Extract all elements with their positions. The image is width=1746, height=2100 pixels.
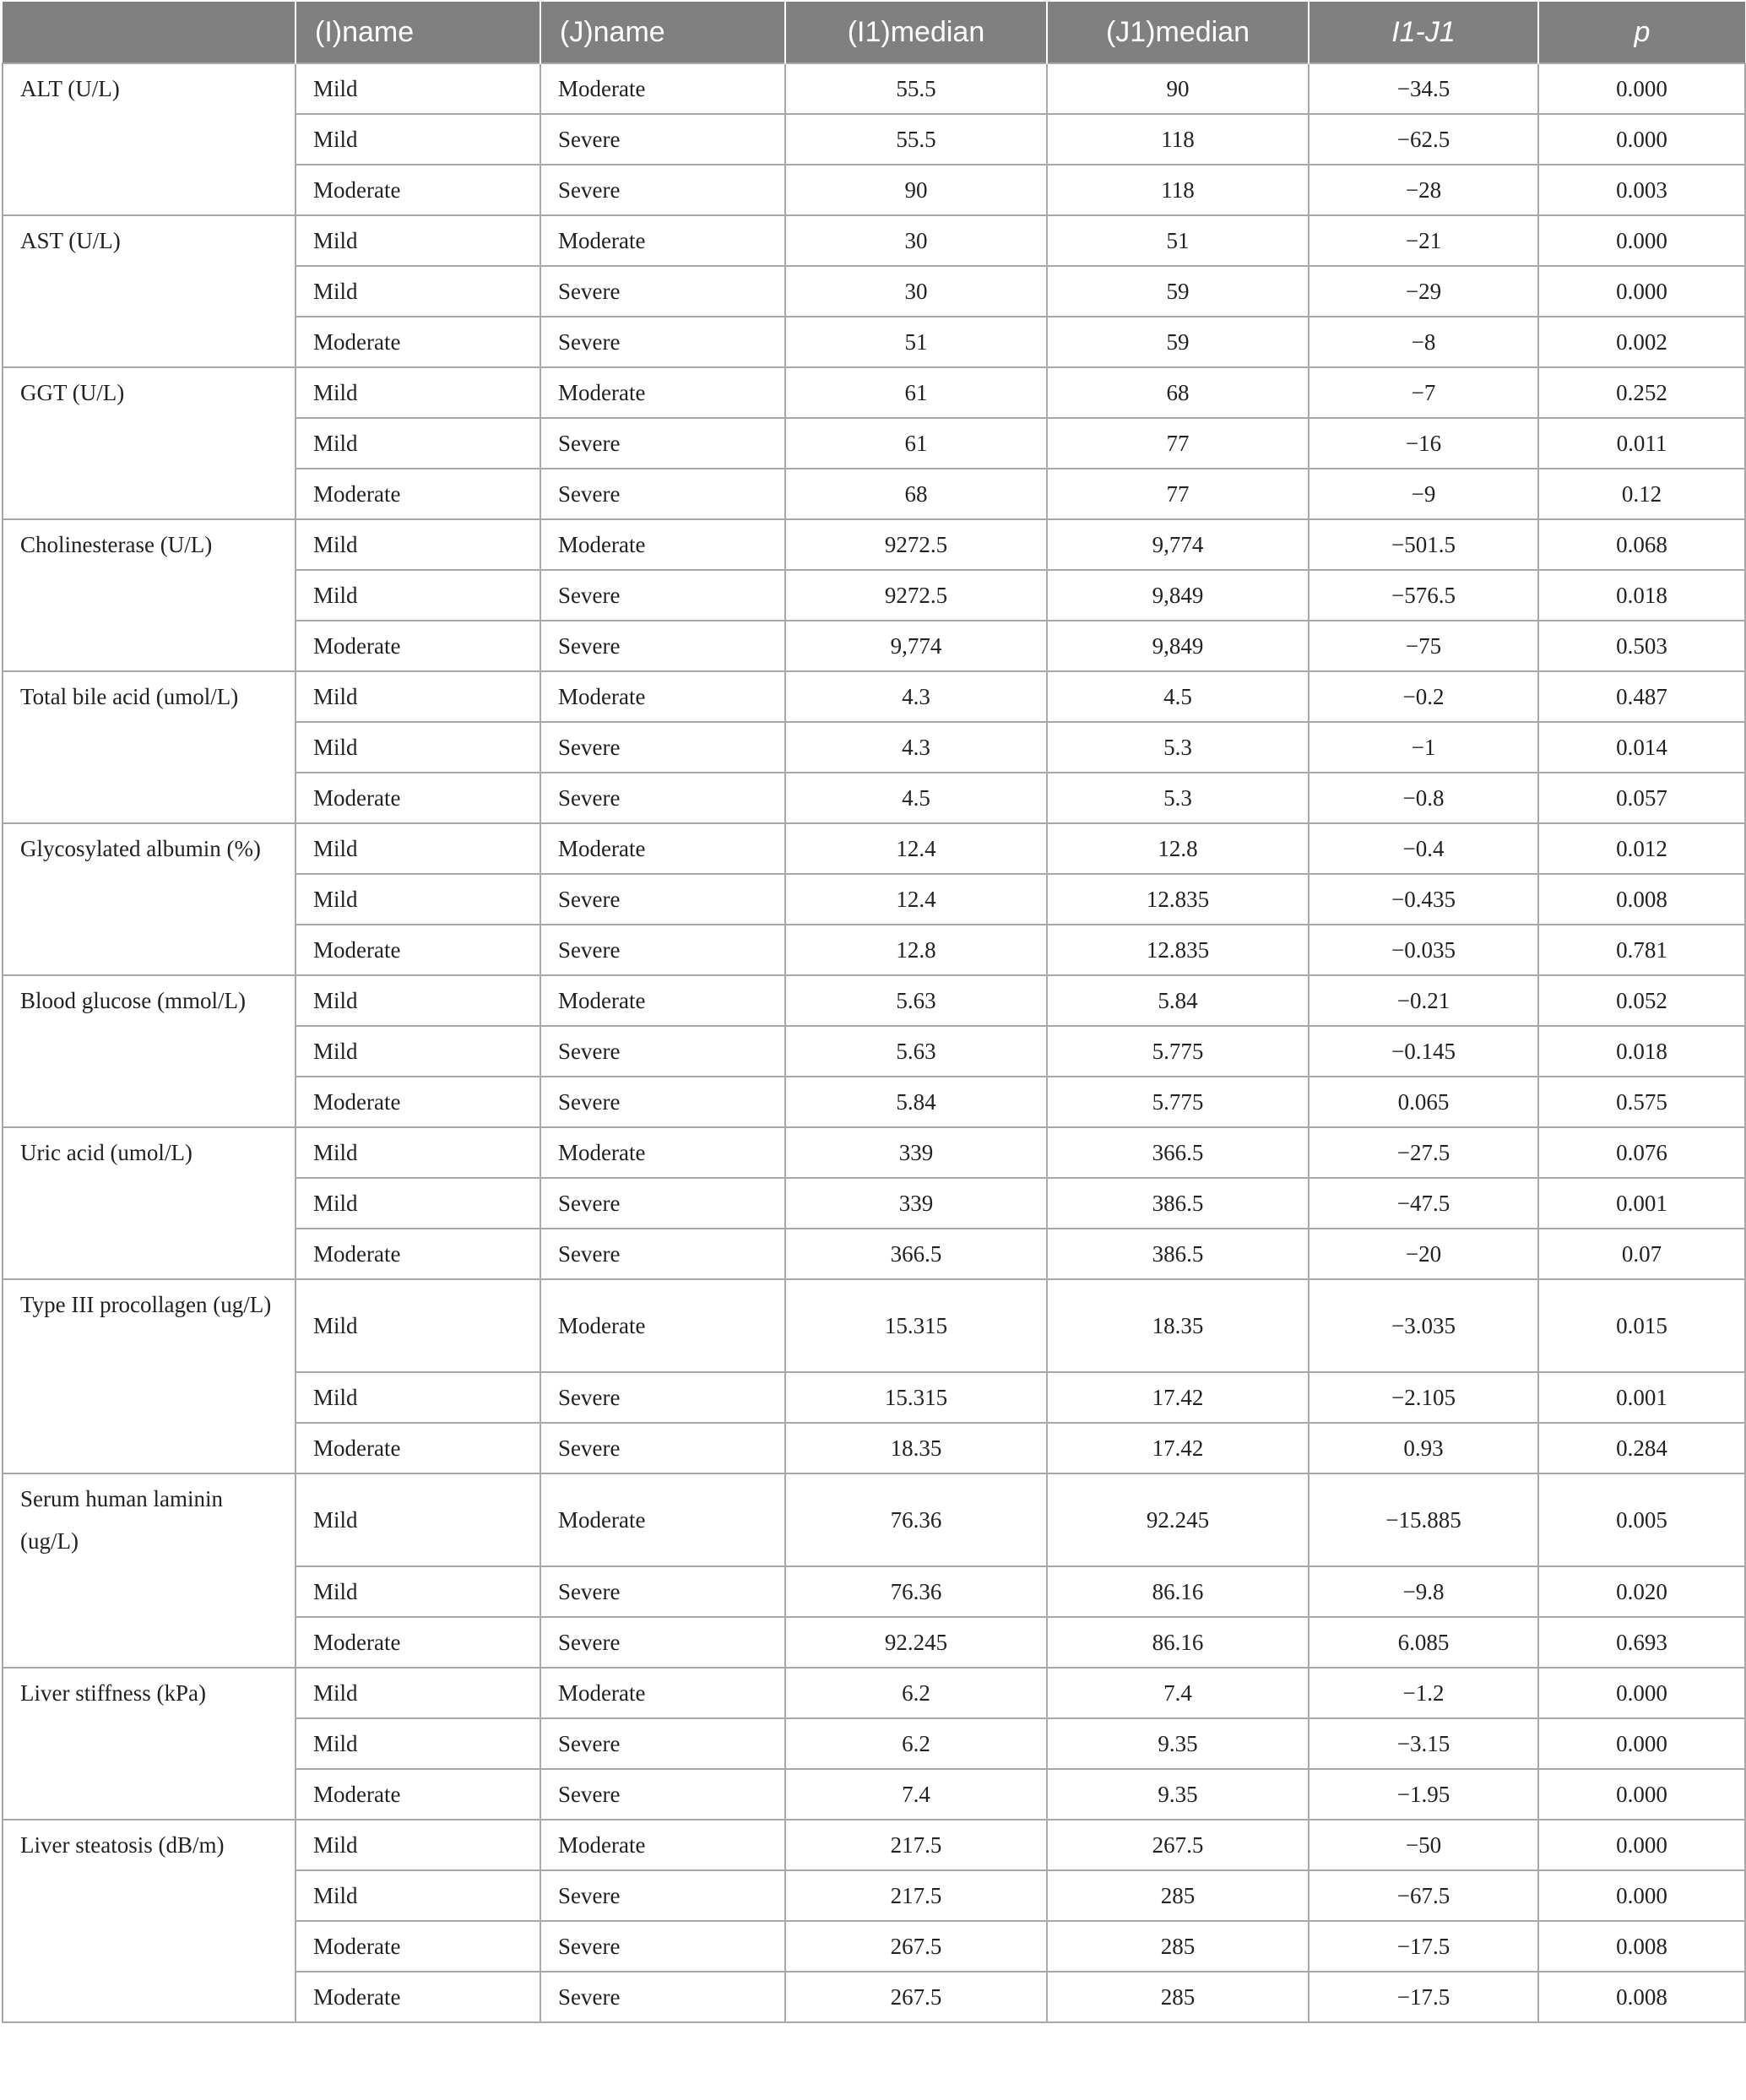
i1-median-cell: 76.36 <box>785 1473 1047 1566</box>
j-name-cell: Moderate <box>540 1127 785 1178</box>
i1-median-cell: 55.5 <box>785 114 1047 165</box>
difference-cell: −0.035 <box>1309 925 1538 975</box>
j1-median-cell: 77 <box>1047 469 1309 519</box>
i-name-cell: Mild <box>296 722 540 773</box>
p-value-cell: 0.000 <box>1538 63 1745 114</box>
j1-median-cell: 5.775 <box>1047 1077 1309 1127</box>
difference-cell: −576.5 <box>1309 570 1538 621</box>
j1-median-cell: 5.84 <box>1047 975 1309 1026</box>
i-name-cell: Moderate <box>296 1617 540 1668</box>
j1-median-cell: 86.16 <box>1047 1566 1309 1617</box>
i1-median-cell: 4.5 <box>785 773 1047 823</box>
i-name-cell: Mild <box>296 1127 540 1178</box>
i-name-cell: Mild <box>296 1718 540 1769</box>
j-name-cell: Severe <box>540 773 785 823</box>
difference-cell: −3.035 <box>1309 1279 1538 1372</box>
j-name-cell: Severe <box>540 1718 785 1769</box>
difference-cell: −1.2 <box>1309 1668 1538 1718</box>
p-value-cell: 0.011 <box>1538 418 1745 469</box>
difference-cell: −0.435 <box>1309 874 1538 925</box>
j-name-cell: Moderate <box>540 367 785 418</box>
j1-median-cell: 17.42 <box>1047 1372 1309 1423</box>
j1-median-cell: 386.5 <box>1047 1178 1309 1229</box>
difference-cell: −501.5 <box>1309 519 1538 570</box>
i-name-cell: Mild <box>296 1372 540 1423</box>
p-value-cell: 0.000 <box>1538 215 1745 266</box>
j-name-cell: Severe <box>540 1769 785 1820</box>
p-value-cell: 0.575 <box>1538 1077 1745 1127</box>
i1-median-cell: 4.3 <box>785 671 1047 722</box>
j-name-cell: Severe <box>540 722 785 773</box>
i-name-cell: Moderate <box>296 1077 540 1127</box>
difference-cell: −2.105 <box>1309 1372 1538 1423</box>
table-row <box>3 1668 1745 1718</box>
i1-median-cell: 339 <box>785 1178 1047 1229</box>
j-name-cell: Moderate <box>540 975 785 1026</box>
header-i-name: (I)name <box>296 2 540 63</box>
i-name-cell: Mild <box>296 519 540 570</box>
p-value-cell: 0.005 <box>1538 1473 1745 1566</box>
j1-median-cell: 59 <box>1047 266 1309 317</box>
i1-median-cell: 217.5 <box>785 1820 1047 1870</box>
j1-median-cell: 86.16 <box>1047 1617 1309 1668</box>
p-value-cell: 0.000 <box>1538 1718 1745 1769</box>
header-j-name: (J)name <box>540 2 785 63</box>
parameter-cell: ALT (U/L) <box>3 63 296 215</box>
p-value-cell: 0.008 <box>1538 874 1745 925</box>
i1-median-cell: 7.4 <box>785 1769 1047 1820</box>
j-name-cell: Severe <box>540 1870 785 1921</box>
table-row <box>3 823 1745 874</box>
i-name-cell: Mild <box>296 1820 540 1870</box>
j1-median-cell: 12.835 <box>1047 874 1309 925</box>
i1-median-cell: 5.63 <box>785 1026 1047 1077</box>
difference-cell: −15.885 <box>1309 1473 1538 1566</box>
j1-median-cell: 118 <box>1047 114 1309 165</box>
difference-cell: −0.21 <box>1309 975 1538 1026</box>
j1-median-cell: 285 <box>1047 1921 1309 1972</box>
j1-median-cell: 9,774 <box>1047 519 1309 570</box>
parameter-cell: Blood glucose (mmol/L) <box>3 975 296 1127</box>
header-j1-median: (J1)median <box>1047 2 1309 63</box>
j1-median-cell: 5.775 <box>1047 1026 1309 1077</box>
i-name-cell: Mild <box>296 1668 540 1718</box>
p-value-cell: 0.068 <box>1538 519 1745 570</box>
j-name-cell: Severe <box>540 874 785 925</box>
j-name-cell: Moderate <box>540 1668 785 1718</box>
j-name-cell: Severe <box>540 165 785 215</box>
difference-cell: −29 <box>1309 266 1538 317</box>
parameter-cell: Serum human laminin (ug/L) <box>3 1473 296 1668</box>
j1-median-cell: 68 <box>1047 367 1309 418</box>
table-row <box>3 519 1745 570</box>
i-name-cell: Mild <box>296 1473 540 1566</box>
table-row <box>3 1473 1745 1566</box>
i-name-cell: Moderate <box>296 773 540 823</box>
i1-median-cell: 92.245 <box>785 1617 1047 1668</box>
table-row <box>3 1127 1745 1178</box>
i-name-cell: Mild <box>296 1566 540 1617</box>
j-name-cell: Severe <box>540 1423 785 1473</box>
i1-median-cell: 12.4 <box>785 874 1047 925</box>
p-value-cell: 0.000 <box>1538 1820 1745 1870</box>
j-name-cell: Moderate <box>540 519 785 570</box>
j1-median-cell: 9.35 <box>1047 1718 1309 1769</box>
i-name-cell: Moderate <box>296 1921 540 1972</box>
i-name-cell: Moderate <box>296 1423 540 1473</box>
i-name-cell: Moderate <box>296 925 540 975</box>
i-name-cell: Mild <box>296 418 540 469</box>
j1-median-cell: 285 <box>1047 1972 1309 2022</box>
i1-median-cell: 5.84 <box>785 1077 1047 1127</box>
difference-cell: 0.93 <box>1309 1423 1538 1473</box>
table-row <box>3 1820 1745 1870</box>
i1-median-cell: 61 <box>785 418 1047 469</box>
i-name-cell: Moderate <box>296 317 540 367</box>
j1-median-cell: 18.35 <box>1047 1279 1309 1372</box>
table-row <box>3 215 1745 266</box>
difference-cell: −47.5 <box>1309 1178 1538 1229</box>
parameter-cell: Liver stiffness (kPa) <box>3 1668 296 1820</box>
parameter-cell: Cholinesterase (U/L) <box>3 519 296 671</box>
j-name-cell: Severe <box>540 1617 785 1668</box>
p-value-cell: 0.015 <box>1538 1279 1745 1372</box>
p-value-cell: 0.018 <box>1538 570 1745 621</box>
p-value-cell: 0.000 <box>1538 266 1745 317</box>
j-name-cell: Severe <box>540 1566 785 1617</box>
i-name-cell: Mild <box>296 1870 540 1921</box>
difference-cell: −1.95 <box>1309 1769 1538 1820</box>
j1-median-cell: 7.4 <box>1047 1668 1309 1718</box>
j1-median-cell: 285 <box>1047 1870 1309 1921</box>
difference-cell: −67.5 <box>1309 1870 1538 1921</box>
difference-cell: −75 <box>1309 621 1538 671</box>
table-body <box>3 63 1745 2022</box>
j1-median-cell: 5.3 <box>1047 722 1309 773</box>
i-name-cell: Mild <box>296 1178 540 1229</box>
i-name-cell: Moderate <box>296 1972 540 2022</box>
p-value-cell: 0.12 <box>1538 469 1745 519</box>
i1-median-cell: 30 <box>785 215 1047 266</box>
i1-median-cell: 68 <box>785 469 1047 519</box>
i-name-cell: Mild <box>296 215 540 266</box>
difference-cell: −27.5 <box>1309 1127 1538 1178</box>
i1-median-cell: 9272.5 <box>785 519 1047 570</box>
j1-median-cell: 118 <box>1047 165 1309 215</box>
j1-median-cell: 12.8 <box>1047 823 1309 874</box>
p-value-cell: 0.487 <box>1538 671 1745 722</box>
table-row <box>3 63 1745 114</box>
difference-cell: −0.2 <box>1309 671 1538 722</box>
parameter-cell: Type III procollagen (ug/L) <box>3 1279 296 1473</box>
j-name-cell: Moderate <box>540 823 785 874</box>
j1-median-cell: 267.5 <box>1047 1820 1309 1870</box>
j-name-cell: Severe <box>540 1077 785 1127</box>
header-parameter <box>3 2 296 63</box>
j1-median-cell: 5.3 <box>1047 773 1309 823</box>
difference-cell: −28 <box>1309 165 1538 215</box>
j-name-cell: Severe <box>540 1178 785 1229</box>
table-row <box>3 671 1745 722</box>
i-name-cell: Mild <box>296 114 540 165</box>
p-value-cell: 0.781 <box>1538 925 1745 975</box>
j1-median-cell: 17.42 <box>1047 1423 1309 1473</box>
i-name-cell: Mild <box>296 823 540 874</box>
j-name-cell: Severe <box>540 570 785 621</box>
j-name-cell: Severe <box>540 925 785 975</box>
i-name-cell: Mild <box>296 63 540 114</box>
j1-median-cell: 9.35 <box>1047 1769 1309 1820</box>
header-p-value: p <box>1538 2 1745 63</box>
p-value-cell: 0.252 <box>1538 367 1745 418</box>
difference-cell: −0.8 <box>1309 773 1538 823</box>
header-row <box>3 2 1745 63</box>
i-name-cell: Moderate <box>296 621 540 671</box>
i-name-cell: Moderate <box>296 165 540 215</box>
parameter-cell: AST (U/L) <box>3 215 296 367</box>
i1-median-cell: 339 <box>785 1127 1047 1178</box>
i-name-cell: Mild <box>296 975 540 1026</box>
j1-median-cell: 51 <box>1047 215 1309 266</box>
difference-cell: −21 <box>1309 215 1538 266</box>
parameter-cell: Glycosylated albumin (%) <box>3 823 296 975</box>
p-value-cell: 0.012 <box>1538 823 1745 874</box>
i-name-cell: Mild <box>296 671 540 722</box>
i1-median-cell: 267.5 <box>785 1972 1047 2022</box>
p-value-cell: 0.000 <box>1538 1769 1745 1820</box>
j-name-cell: Severe <box>540 114 785 165</box>
p-value-cell: 0.014 <box>1538 722 1745 773</box>
i-name-cell: Mild <box>296 266 540 317</box>
i-name-cell: Mild <box>296 1279 540 1372</box>
p-value-cell: 0.001 <box>1538 1178 1745 1229</box>
difference-cell: −17.5 <box>1309 1921 1538 1972</box>
j-name-cell: Moderate <box>540 215 785 266</box>
i1-median-cell: 15.315 <box>785 1372 1047 1423</box>
p-value-cell: 0.052 <box>1538 975 1745 1026</box>
p-value-cell: 0.07 <box>1538 1229 1745 1279</box>
i1-median-cell: 76.36 <box>785 1566 1047 1617</box>
p-value-cell: 0.076 <box>1538 1127 1745 1178</box>
i1-median-cell: 4.3 <box>785 722 1047 773</box>
j-name-cell: Severe <box>540 1972 785 2022</box>
difference-cell: −0.145 <box>1309 1026 1538 1077</box>
i-name-cell: Mild <box>296 1026 540 1077</box>
i1-median-cell: 9,774 <box>785 621 1047 671</box>
table-row <box>3 367 1745 418</box>
j1-median-cell: 90 <box>1047 63 1309 114</box>
difference-cell: 0.065 <box>1309 1077 1538 1127</box>
j-name-cell: Severe <box>540 469 785 519</box>
difference-cell: −50 <box>1309 1820 1538 1870</box>
i1-median-cell: 55.5 <box>785 63 1047 114</box>
p-value-cell: 0.001 <box>1538 1372 1745 1423</box>
difference-cell: −20 <box>1309 1229 1538 1279</box>
p-value-cell: 0.008 <box>1538 1921 1745 1972</box>
p-value-cell: 0.003 <box>1538 165 1745 215</box>
j1-median-cell: 92.245 <box>1047 1473 1309 1566</box>
j-name-cell: Severe <box>540 621 785 671</box>
difference-cell: −8 <box>1309 317 1538 367</box>
parameter-cell: Total bile acid (umol/L) <box>3 671 296 823</box>
difference-cell: −3.15 <box>1309 1718 1538 1769</box>
header-difference: I1-J1 <box>1309 2 1538 63</box>
i1-median-cell: 18.35 <box>785 1423 1047 1473</box>
difference-cell: 6.085 <box>1309 1617 1538 1668</box>
i1-median-cell: 51 <box>785 317 1047 367</box>
i1-median-cell: 366.5 <box>785 1229 1047 1279</box>
i-name-cell: Moderate <box>296 1769 540 1820</box>
j1-median-cell: 59 <box>1047 317 1309 367</box>
p-value-cell: 0.284 <box>1538 1423 1745 1473</box>
i1-median-cell: 12.4 <box>785 823 1047 874</box>
p-value-cell: 0.008 <box>1538 1972 1745 2022</box>
difference-cell: −1 <box>1309 722 1538 773</box>
j1-median-cell: 4.5 <box>1047 671 1309 722</box>
header-i1-median: (I1)median <box>785 2 1047 63</box>
i1-median-cell: 61 <box>785 367 1047 418</box>
p-value-cell: 0.057 <box>1538 773 1745 823</box>
parameter-cell: Liver steatosis (dB/m) <box>3 1820 296 2022</box>
j-name-cell: Moderate <box>540 63 785 114</box>
i1-median-cell: 267.5 <box>785 1921 1047 1972</box>
i-name-cell: Mild <box>296 570 540 621</box>
j-name-cell: Severe <box>540 1026 785 1077</box>
difference-cell: −34.5 <box>1309 63 1538 114</box>
difference-cell: −16 <box>1309 418 1538 469</box>
j-name-cell: Severe <box>540 1372 785 1423</box>
i1-median-cell: 12.8 <box>785 925 1047 975</box>
i-name-cell: Mild <box>296 367 540 418</box>
p-value-cell: 0.000 <box>1538 1870 1745 1921</box>
difference-cell: −0.4 <box>1309 823 1538 874</box>
parameter-cell: Uric acid (umol/L) <box>3 1127 296 1279</box>
j-name-cell: Moderate <box>540 1279 785 1372</box>
j-name-cell: Severe <box>540 1229 785 1279</box>
p-value-cell: 0.018 <box>1538 1026 1745 1077</box>
i-name-cell: Mild <box>296 874 540 925</box>
i1-median-cell: 90 <box>785 165 1047 215</box>
i1-median-cell: 30 <box>785 266 1047 317</box>
comparison-table <box>2 2 1746 2023</box>
difference-cell: −17.5 <box>1309 1972 1538 2022</box>
p-value-cell: 0.693 <box>1538 1617 1745 1668</box>
table-row <box>3 975 1745 1026</box>
p-value-cell: 0.000 <box>1538 114 1745 165</box>
p-value-cell: 0.020 <box>1538 1566 1745 1617</box>
difference-cell: −7 <box>1309 367 1538 418</box>
j1-median-cell: 366.5 <box>1047 1127 1309 1178</box>
j1-median-cell: 12.835 <box>1047 925 1309 975</box>
j-name-cell: Severe <box>540 1921 785 1972</box>
j-name-cell: Severe <box>540 317 785 367</box>
i1-median-cell: 5.63 <box>785 975 1047 1026</box>
i1-median-cell: 6.2 <box>785 1718 1047 1769</box>
j-name-cell: Moderate <box>540 1820 785 1870</box>
difference-cell: −62.5 <box>1309 114 1538 165</box>
j-name-cell: Moderate <box>540 1473 785 1566</box>
j-name-cell: Severe <box>540 266 785 317</box>
j1-median-cell: 386.5 <box>1047 1229 1309 1279</box>
j1-median-cell: 9,849 <box>1047 570 1309 621</box>
i1-median-cell: 217.5 <box>785 1870 1047 1921</box>
p-value-cell: 0.002 <box>1538 317 1745 367</box>
j-name-cell: Severe <box>540 418 785 469</box>
i-name-cell: Moderate <box>296 469 540 519</box>
j1-median-cell: 77 <box>1047 418 1309 469</box>
i1-median-cell: 6.2 <box>785 1668 1047 1718</box>
j-name-cell: Moderate <box>540 671 785 722</box>
p-value-cell: 0.503 <box>1538 621 1745 671</box>
j1-median-cell: 9,849 <box>1047 621 1309 671</box>
p-value-cell: 0.000 <box>1538 1668 1745 1718</box>
difference-cell: −9 <box>1309 469 1538 519</box>
i-name-cell: Moderate <box>296 1229 540 1279</box>
table-row <box>3 1279 1745 1372</box>
i1-median-cell: 15.315 <box>785 1279 1047 1372</box>
parameter-cell: GGT (U/L) <box>3 367 296 519</box>
difference-cell: −9.8 <box>1309 1566 1538 1617</box>
i1-median-cell: 9272.5 <box>785 570 1047 621</box>
